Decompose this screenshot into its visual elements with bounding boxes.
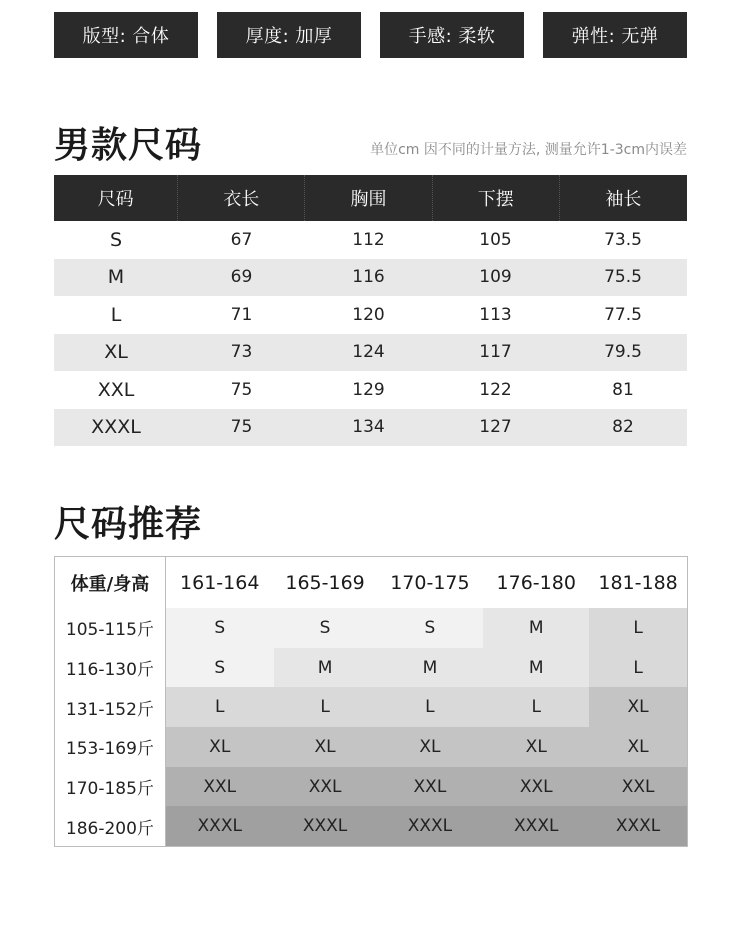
measurement-note: 单位cm 因不同的计量方法, 测量允许1-3cm内误差 [370, 142, 687, 158]
header-length: 衣长 [178, 175, 305, 221]
measurement-cell: 112 [352, 229, 385, 250]
size-label: XXL [97, 378, 135, 401]
table-row [54, 259, 687, 297]
size-chart-table [54, 175, 687, 446]
recommended-size-cell: S [166, 608, 274, 648]
table-row [54, 221, 687, 259]
table-row [54, 409, 687, 447]
height-header: 170-175 [390, 571, 470, 594]
height-header: 176-180 [496, 571, 576, 594]
recommended-size-cell: L [483, 687, 589, 727]
recommended-size-cell: L [589, 608, 687, 648]
measurement-cell: 75 [230, 417, 253, 438]
attribute-fit: 版型: 合体 [54, 12, 198, 58]
size-chart-body [54, 221, 687, 446]
recommended-size-cell: XXXL [483, 806, 589, 846]
table-row [54, 371, 687, 409]
measurement-cell: 127 [479, 417, 512, 438]
weight-label: 116-130斤 [55, 648, 166, 688]
recommended-size-cell: XL [483, 727, 589, 767]
weight-label: 170-185斤 [55, 767, 166, 807]
measurement-cell: 73 [230, 342, 253, 363]
measurement-cell: 75 [230, 379, 253, 400]
measurement-cell: 113 [479, 304, 512, 325]
recommended-size-cell: S [377, 608, 484, 648]
measurement-cell: 129 [352, 379, 385, 400]
size-label: S [109, 228, 123, 251]
attribute-elasticity: 弹性: 无弹 [543, 12, 687, 58]
measurement-cell: 77.5 [604, 304, 642, 325]
recommended-size-cell: XL [377, 727, 484, 767]
attribute-badges [54, 12, 687, 58]
measurement-cell: 120 [352, 304, 385, 325]
table-row [54, 334, 687, 372]
size-label: XXXL [91, 416, 141, 439]
recommended-size-cell: M [377, 648, 484, 688]
measurement-cell: 71 [230, 304, 253, 325]
measurement-cell: 81 [612, 379, 634, 400]
measurement-cell: 79.5 [604, 342, 642, 363]
recommended-size-cell: XXXL [589, 806, 687, 846]
recommended-size-cell: S [166, 648, 274, 688]
recommended-size-cell: XXL [274, 767, 377, 807]
header-size: 尺码 [54, 175, 178, 221]
measurement-cell: 75.5 [604, 267, 642, 288]
measurement-cell: 67 [230, 229, 253, 250]
measurement-cell: 117 [479, 342, 512, 363]
table-row [55, 648, 687, 688]
recommended-size-cell: XL [589, 687, 687, 727]
table-row [55, 687, 687, 727]
measurement-cell: 105 [479, 229, 512, 250]
size-chart-header [54, 175, 687, 221]
recommended-size-cell: XXXL [166, 806, 274, 846]
recommendation-header [55, 557, 687, 608]
recommendation-table [54, 556, 688, 847]
table-row [54, 296, 687, 334]
recommended-size-cell: XXL [166, 767, 274, 807]
header-sleeve: 袖长 [605, 189, 642, 210]
weight-label: 186-200斤 [55, 806, 166, 846]
recommended-size-cell: L [166, 687, 274, 727]
weight-label: 153-169斤 [55, 727, 166, 767]
recommended-size-cell: XXL [377, 767, 484, 807]
size-label: L [110, 303, 122, 326]
size-label: XL [104, 341, 128, 364]
measurement-cell: 73.5 [604, 229, 642, 250]
measurement-cell: 82 [612, 417, 634, 438]
attribute-thickness: 厚度: 加厚 [217, 12, 361, 58]
recommended-size-cell: S [274, 608, 377, 648]
height-header: 165-169 [285, 571, 365, 594]
recommended-size-cell: XL [166, 727, 274, 767]
recommended-size-cell: M [483, 648, 589, 688]
measurement-cell: 124 [352, 342, 385, 363]
height-header: 181-188 [598, 571, 678, 594]
recommended-size-cell: XXL [589, 767, 687, 807]
size-chart-title: 男款尺码 [54, 125, 203, 166]
recommended-size-cell: M [483, 608, 589, 648]
measurement-cell: 122 [479, 379, 512, 400]
recommended-size-cell: XL [274, 727, 377, 767]
weight-label: 131-152斤 [55, 687, 166, 727]
recommended-size-cell: XXXL [274, 806, 377, 846]
table-row [55, 608, 687, 648]
recommended-size-cell: L [589, 648, 687, 688]
recommended-size-cell: L [377, 687, 484, 727]
weight-label: 105-115斤 [55, 608, 166, 648]
attribute-feel: 手感: 柔软 [380, 12, 524, 58]
measurement-cell: 116 [352, 267, 385, 288]
measurement-cell: 69 [230, 267, 253, 288]
header-chest: 胸围 [305, 175, 432, 221]
recommended-size-cell: M [274, 648, 377, 688]
recommendation-body [55, 608, 687, 846]
measurement-cell: 109 [479, 267, 512, 288]
measurement-cell: 134 [352, 417, 385, 438]
table-row [55, 806, 687, 846]
recommended-size-cell: XXXL [377, 806, 484, 846]
header-hem: 下摆 [433, 175, 560, 221]
recommended-size-cell: XXL [483, 767, 589, 807]
table-row [55, 767, 687, 807]
recommendation-title: 尺码推荐 [54, 504, 203, 545]
table-row [55, 727, 687, 767]
height-header: 161-164 [180, 571, 260, 594]
corner-label: 体重/身高 [55, 557, 166, 608]
recommended-size-cell: XL [589, 727, 687, 767]
size-label: M [107, 266, 125, 289]
recommended-size-cell: L [274, 687, 377, 727]
